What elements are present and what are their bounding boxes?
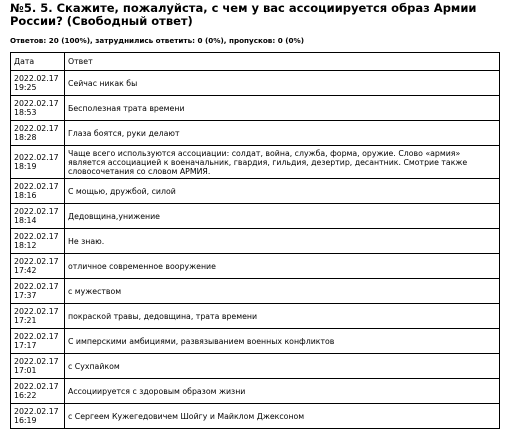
row-answer: Не знаю. [65,229,500,254]
table-row [11,179,500,204]
row-answer: Сейчас никак бы [65,71,500,96]
row-date: 2022.02.17 17:21 [11,304,65,329]
row-date: 2022.02.17 16:22 [11,379,65,404]
table-row [11,121,500,146]
question-title: №5. 5. Скажите, пожалуйста, с чем у вас ассоциируется образ Армии России? (Свободный ответ) [10,1,477,28]
table-row [11,229,500,254]
row-date: 2022.02.17 18:28 [11,121,65,146]
row-answer: с Сергеем Кужегедовичем Шойгу и Майклом Джексоном [65,404,500,429]
table-row [11,71,500,96]
row-answer: С имперскими амбициями, развязыванием военных конфликтов [65,329,500,354]
row-date: 2022.02.17 17:42 [11,254,65,279]
row-date: 2022.02.17 18:12 [11,229,65,254]
row-answer: Чаще всего используются ассоциации: солдат, война, служба, форма, оружие. Слово «армия» является ассоциацией к военачальник, гвардия, гильдия, дезертир, десантник. Смотрие также словосочетания со словом АРМИЯ. [65,146,500,179]
table-row [11,204,500,229]
row-answer: с мужеством [65,279,500,304]
row-answer: отличное современное вооружение [65,254,500,279]
answer-column-header: Ответ [65,53,500,71]
row-answer: Глаза боятся, руки делают [65,121,500,146]
date-column-header: Дата [11,53,65,71]
row-answer: с Сухпайком [65,354,500,379]
table-row [11,279,500,304]
table-row [11,254,500,279]
row-answer: С мощью, дружбой, силой [65,179,500,204]
table-row [11,96,500,121]
table-row [11,146,500,179]
row-date: 2022.02.17 18:19 [11,146,65,179]
table-header-row [11,53,500,71]
row-date: 2022.02.17 17:17 [11,329,65,354]
table-row [11,329,500,354]
answers-table [10,52,500,429]
row-date: 2022.02.17 19:25 [11,71,65,96]
row-date: 2022.02.17 18:14 [11,204,65,229]
row-answer: Ассоциируется с здоровым образом жизни [65,379,500,404]
table-row [11,379,500,404]
table-row [11,354,500,379]
row-date: 2022.02.17 17:37 [11,279,65,304]
row-answer: Дедовщина,унижение [65,204,500,229]
table-row [11,404,500,429]
row-date: 2022.02.17 18:53 [11,96,65,121]
row-date: 2022.02.17 17:01 [11,354,65,379]
row-date: 2022.02.17 16:19 [11,404,65,429]
table-row [11,304,500,329]
answer-stats: Ответов: 20 (100%), затруднились ответить: 0 (0%), пропусков: 0 (0%) [10,36,304,45]
row-answer: покраской травы, дедовщина, трата времени [65,304,500,329]
row-date: 2022.02.17 18:16 [11,179,65,204]
row-answer: Бесполезная трата времени [65,96,500,121]
